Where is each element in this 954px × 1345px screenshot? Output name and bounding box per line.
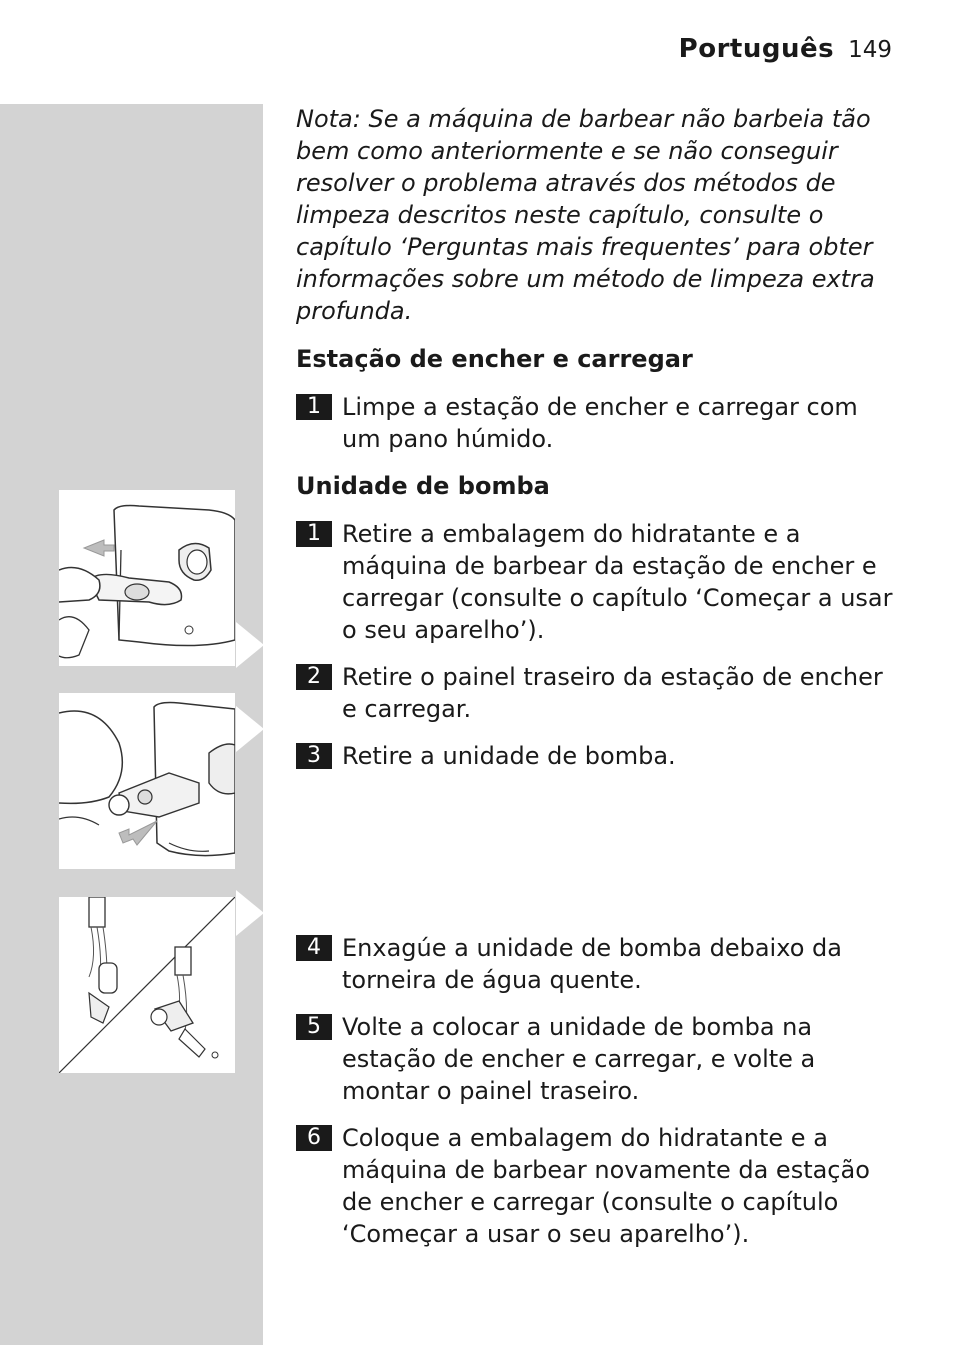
step-item (296, 391, 896, 455)
step-item (296, 1011, 896, 1107)
page-header (679, 34, 892, 64)
step-text: Retire a embalagem do hidratante e a máquina de barbear da estação de encher e carregar (consulte o capítulo ‘Começar a usar o seu aparelho’). (342, 520, 893, 644)
page-number: 149 (848, 37, 892, 63)
main-content (296, 103, 896, 1265)
section-title-charging-station: Estação de encher e carregar (296, 345, 693, 373)
figure-pointer (236, 706, 264, 752)
step-text: Enxagúe a unidade de bomba debaixo da torneira de água quente. (342, 934, 842, 994)
note-paragraph: Nota: Se a máquina de barbear não barbeia tão bem como anteriormente e se não conseguir resolver o problema através dos métodos de limpeza descritos neste capítulo, consulte o capítulo ‘Perguntas mais frequentes’ para obter informações sobre um método de limpeza extra profunda. (296, 105, 875, 325)
step-number: 2 (296, 664, 332, 690)
figure-pointer (236, 622, 264, 668)
language-label: Português (678, 34, 835, 64)
remove-back-panel-drawing (59, 693, 235, 869)
step-item (296, 661, 896, 725)
section-title-pump-unit: Unidade de bomba (296, 472, 550, 500)
step-number: 1 (296, 394, 332, 420)
step-number: 5 (296, 1014, 332, 1040)
rinse-pump-drawing (59, 897, 235, 1073)
illustration-rinse-pump (59, 897, 235, 1073)
step-number: 6 (296, 1125, 332, 1151)
step-item (296, 740, 896, 772)
step-item (296, 1122, 896, 1250)
step-item (296, 518, 896, 646)
step-text: Retire a unidade de bomba. (342, 742, 676, 770)
step-number: 3 (296, 743, 332, 769)
illustration-remove-back-panel (59, 693, 235, 869)
step-item (296, 932, 896, 996)
figure-pointer (236, 890, 264, 936)
step-text: Coloque a embalagem do hidratante e a máquina de barbear novamente da estação de encher e carregar (consulte o capítulo ‘Começar a usar o seu aparelho’). (342, 1124, 870, 1248)
figure-spacer (296, 787, 896, 932)
step-text: Limpe a estação de encher e carregar com um pano húmido. (342, 393, 858, 453)
illustration-remove-shaver (59, 490, 235, 666)
step-text: Retire o painel traseiro da estação de encher e carregar. (342, 663, 883, 723)
remove-shaver-drawing (59, 490, 235, 666)
step-text: Volte a colocar a unidade de bomba na estação de encher e carregar, e volte a montar o painel traseiro. (342, 1013, 816, 1105)
step-number: 1 (296, 521, 332, 547)
step-number: 4 (296, 935, 332, 961)
